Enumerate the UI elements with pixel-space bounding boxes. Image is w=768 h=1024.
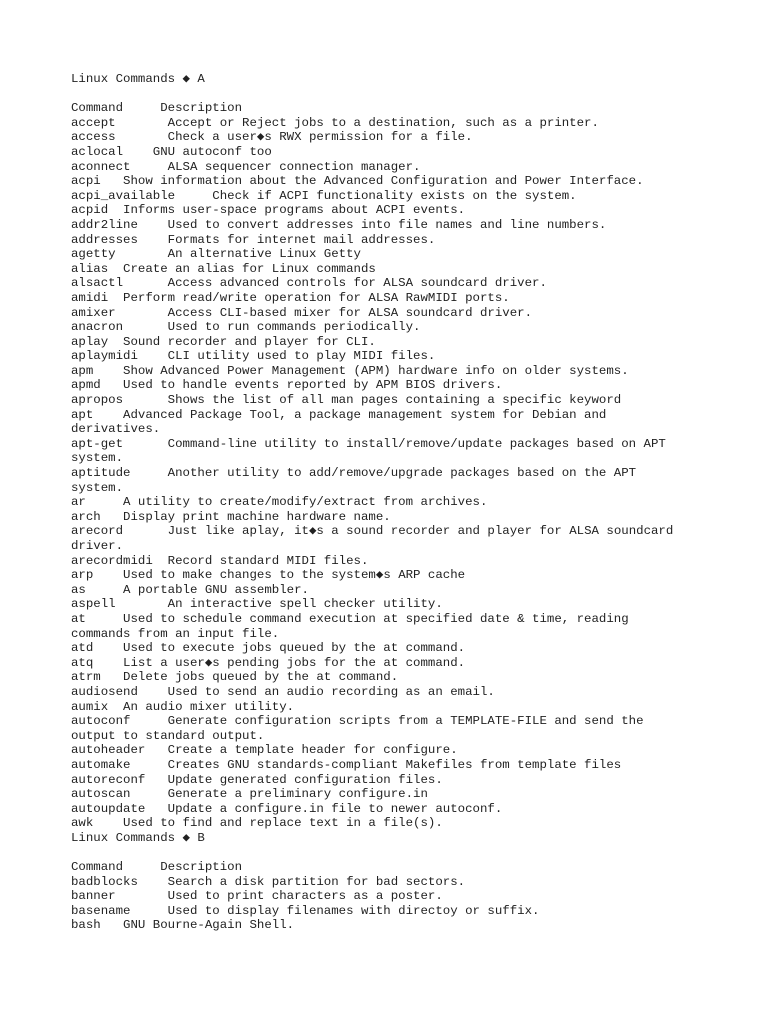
text-line: autoconf Generate configuration scripts from a TEMPLATE-FILE and send the: [71, 714, 644, 729]
text-line: Command Description: [71, 860, 243, 875]
text-line: system.: [71, 480, 124, 495]
section-b-heading: Linux Commands ◆ B: [71, 830, 205, 845]
text-line: anacron Used to run commands periodically.: [71, 320, 421, 335]
text-line: acpi_available Check if ACPI functionality exists on the system.: [71, 188, 577, 203]
text-line: Command Description: [71, 101, 243, 116]
text-line: basename Used to display filenames with directoy or suffix.: [71, 903, 540, 918]
text-line: system.: [71, 451, 124, 466]
text-line: awk Used to find and replace text in a file(s).: [71, 816, 443, 831]
text-line: agetty An alternative Linux Getty: [71, 247, 361, 262]
text-line: autoupdate Update a configure.in file to newer autoconf.: [71, 801, 503, 816]
text-line: commands from an input file.: [71, 626, 280, 641]
document-page: [71, 72, 751, 933]
blank-line: [71, 87, 751, 102]
text-line: aplay Sound recorder and player for CLI.: [71, 334, 376, 349]
text-line: apm Show Advanced Power Management (APM) hardware info on older systems.: [71, 363, 629, 378]
text-line: bash GNU Bourne-Again Shell.: [71, 918, 295, 933]
section-a-heading: Linux Commands ◆ A: [71, 72, 205, 86]
text-line: apt Advanced Package Tool, a package management system for Debian and: [71, 407, 607, 422]
text-line: amidi Perform read/write operation for ALSA RawMIDI ports.: [71, 290, 510, 305]
text-line: audiosend Used to send an audio recording as an email.: [71, 684, 495, 699]
section-b-lines: [71, 860, 751, 933]
text-line: atrm Delete jobs queued by the at command.: [71, 670, 399, 685]
section-a-lines: [71, 101, 751, 831]
text-line: ar A utility to create/modify/extract from archives.: [71, 495, 488, 510]
text-line: alias Create an alias for Linux commands: [71, 261, 376, 276]
text-line: arecord Just like aplay, it◆s a sound recorder and player for ALSA soundcard: [71, 524, 674, 539]
text-line: apmd Used to handle events reported by APM BIOS drivers.: [71, 378, 503, 393]
text-line: amixer Access CLI-based mixer for ALSA soundcard driver.: [71, 305, 533, 320]
text-line: apropos Shows the list of all man pages containing a specific keyword: [71, 393, 622, 408]
text-line: badblocks Search a disk partition for bad sectors.: [71, 874, 466, 889]
text-line: aspell An interactive spell checker utility.: [71, 597, 443, 612]
text-line: output to standard output.: [71, 728, 265, 743]
text-line: at Used to schedule command execution at specified date & time, reading: [71, 611, 629, 626]
text-line: aplaymidi CLI utility used to play MIDI files.: [71, 349, 436, 364]
blank-line: [71, 845, 751, 860]
text-line: alsactl Access advanced controls for ALSA soundcard driver.: [71, 276, 547, 291]
text-line: banner Used to print characters as a poster.: [71, 889, 443, 904]
text-line: aumix An audio mixer utility.: [71, 699, 295, 714]
text-line: driver.: [71, 539, 124, 553]
text-line: aclocal GNU autoconf too: [71, 144, 272, 159]
text-line: derivatives.: [71, 422, 161, 437]
text-line: acpi Show information about the Advanced Configuration and Power Interface.: [71, 174, 644, 189]
text-line: addresses Formats for internet mail addresses.: [71, 232, 436, 247]
text-line: autoreconf Update generated configuration files.: [71, 772, 443, 787]
text-line: atq List a user◆s pending jobs for the at command.: [71, 655, 466, 670]
text-line: autoheader Create a template header for configure.: [71, 743, 458, 758]
text-line: aconnect ALSA sequencer connection manager.: [71, 159, 421, 174]
text-line: acpid Informs user-space programs about ACPI events.: [71, 203, 466, 218]
text-line: arp Used to make changes to the system◆s ARP cache: [71, 568, 466, 583]
text-line: arecordmidi Record standard MIDI files.: [71, 553, 369, 568]
text-line: atd Used to execute jobs queued by the at command.: [71, 641, 466, 656]
text-line: accept Accept or Reject jobs to a destination, such as a printer.: [71, 115, 599, 130]
text-line: automake Creates GNU standards-compliant Makefiles from template files: [71, 757, 622, 772]
text-line: autoscan Generate a preliminary configure.in: [71, 787, 428, 802]
text-line: as A portable GNU assembler.: [71, 582, 309, 597]
text-line: addr2line Used to convert addresses into file names and line numbers.: [71, 217, 607, 232]
text-line: aptitude Another utility to add/remove/upgrade packages based on the APT: [71, 466, 637, 481]
text-line: arch Display print machine hardware name.: [71, 509, 391, 524]
text-line: access Check a user◆s RWX permission for a file.: [71, 130, 473, 145]
text-line: apt-get Command-line utility to install/remove/update packages based on APT: [71, 436, 666, 451]
